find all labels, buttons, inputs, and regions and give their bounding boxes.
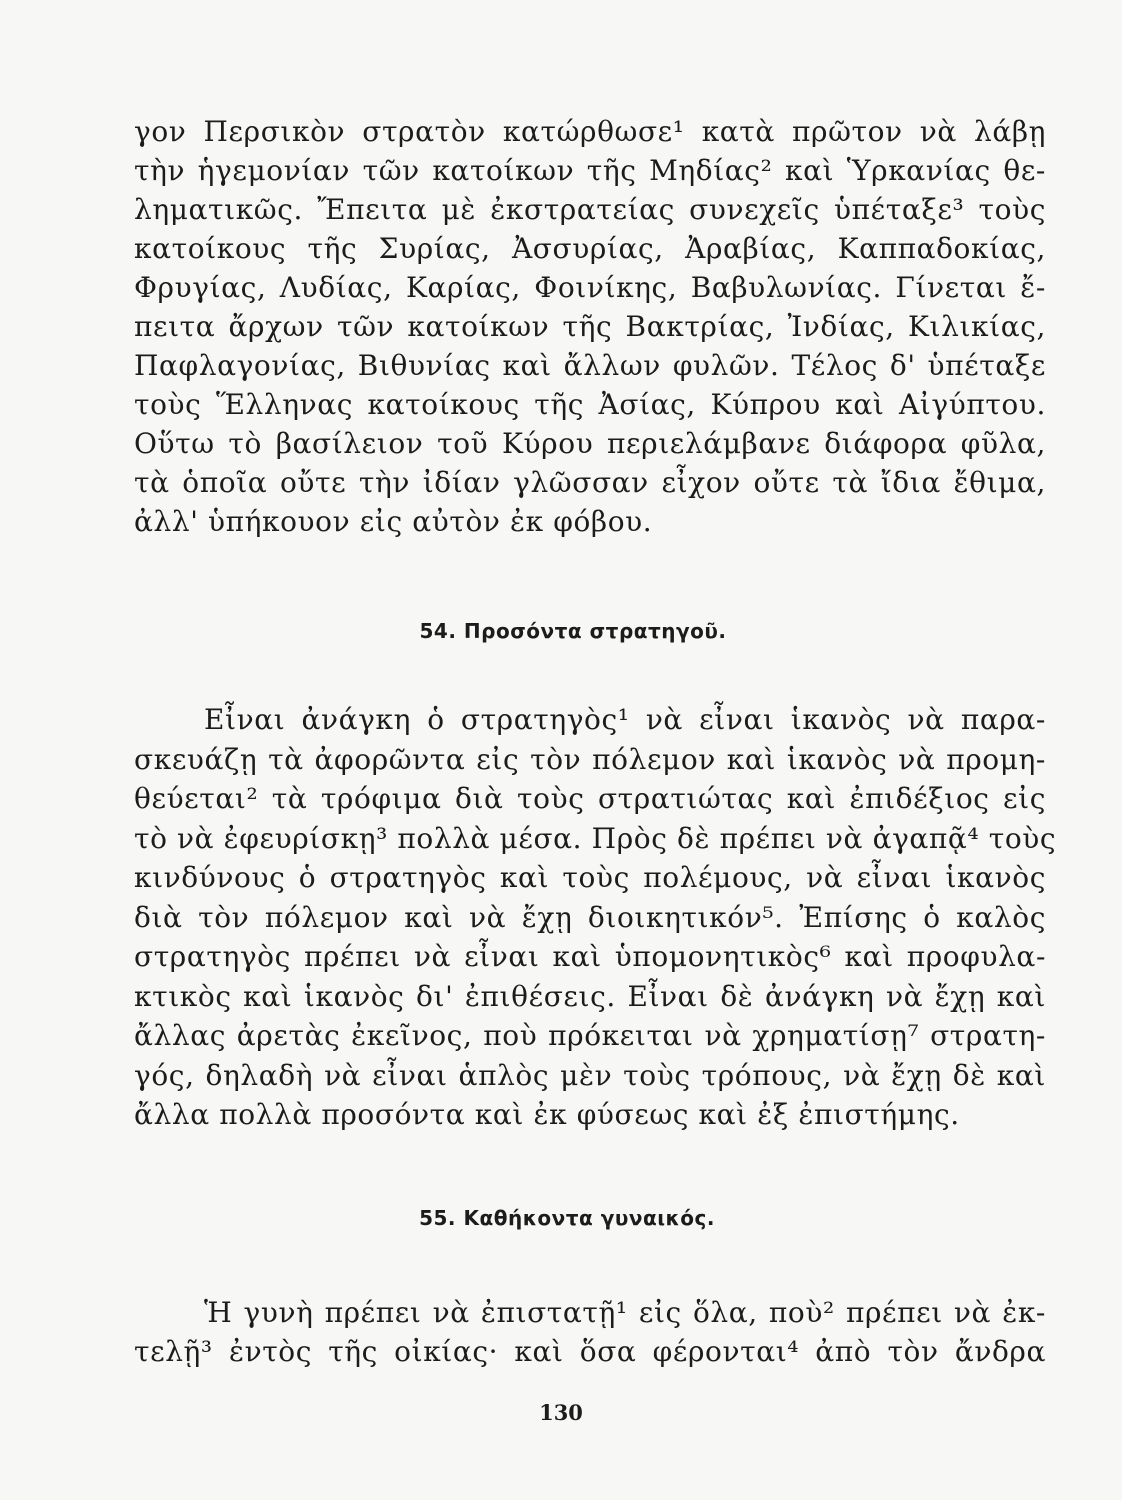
text-line: τὸ νὰ ἐφευρίσκῃ³ πολλὰ μέσα. Πρὸς δὲ πρέπει νὰ ἀγαπᾷ⁴ τοὺς: [134, 821, 1057, 855]
text-line: Οὕτω τὸ βασίλειον τοῦ Κύρου περιελάμβανε διάφορα φῦλα,: [134, 427, 1046, 460]
page-number: 130: [539, 1400, 583, 1425]
text-line: ληματικῶς. Ἔπειτα μὲ ἐκστρατείας συνεχεῖς ὑπέταξε³ τοὺς: [134, 193, 1046, 226]
text-line: γον Περσικὸν στρατὸν κατώρθωσε¹ κατὰ πρῶτον νὰ λάβῃ: [134, 115, 1046, 148]
text-line: ἄλλα πολλὰ προσόντα καὶ ἐκ φύσεως καὶ ἐξ ἐπιστήμης.: [134, 1098, 960, 1131]
text-line: κινδύνους ὁ στρατηγὸς καὶ τοὺς πολέμους, νὰ εἶναι ἱκανὸς: [134, 861, 1046, 894]
text-line: Εἶναι ἀνάγκη ὁ στρατηγὸς¹ νὰ εἶναι ἱκανὸς νὰ παρα-: [204, 703, 1046, 736]
text-line: θεύεται² τὰ τρόφιμα διὰ τοὺς στρατιώτας καὶ ἐπιδέξιος εἰς: [134, 782, 1046, 815]
text-line: τὰ ὁποῖα οὔτε τὴν ἰδίαν γλῶσσαν εἶχον οὔτε τὰ ἴδια ἔθιμα,: [134, 466, 1046, 499]
text-line: γός, δηλαδὴ νὰ εἶναι ἁπλὸς μὲν τοὺς τρόπους, νὰ ἔχῃ δὲ καὶ: [134, 1058, 1046, 1092]
text-line: τελῇ³ ἐντὸς τῆς οἰκίας· καὶ ὅσα φέρονται⁴ ἀπὸ τὸν ἄνδρα: [134, 1335, 1046, 1368]
section-heading-55: 55. Καθήκοντα γυναικός.: [419, 1206, 715, 1230]
text-line: στρατηγὸς πρέπει νὰ εἶναι καὶ ὑπομονητικὸς⁶ καὶ προφυλα-: [134, 940, 1046, 973]
paragraph-wife-duties: [134, 1293, 1046, 1371]
text-line: κατοίκους τῆς Συρίας, Ἀσσυρίας, Ἀραβίας, Καππαδοκίας,: [134, 232, 1046, 265]
text-line: σκευάζῃ τὰ ἀφορῶντα εἰς τὸν πόλεμον καὶ ἱκανὸς νὰ προμη-: [134, 742, 1046, 776]
text-line: Ἡ γυνὴ πρέπει νὰ ἐπιστατῇ¹ εἰς ὅλα, ποὺ² πρέπει νὰ ἐκ-: [204, 1296, 1046, 1329]
text-line: ἄλλας ἀρετὰς ἐκεῖνος, ποὺ πρόκειται νὰ χρηματίσῃ⁷ στρατη-: [134, 1019, 1046, 1052]
text-line: ἀλλ' ὑπήκουον εἰς αὐτὸν ἐκ φόβου.: [134, 505, 653, 538]
text-line: τοὺς Ἕλληνας κατοίκους τῆς Ἀσίας, Κύπρου καὶ Αἰγύπτου.: [134, 388, 1046, 421]
text-line: τὴν ἡγεμονίαν τῶν κατοίκων τῆς Μηδίας² καὶ Ὑρκανίας θε-: [134, 154, 1046, 187]
text-line: Φρυγίας, Λυδίας, Καρίας, Φοινίκης, Βαβυλωνίας. Γίνεται ἔ-: [134, 271, 1046, 304]
section-heading-54: 54. Προσόντα στρατηγοῦ.: [419, 619, 727, 643]
paragraph-general-qualities: [134, 700, 1057, 1135]
text-line: διὰ τὸν πόλεμον καὶ νὰ ἔχῃ διοικητικόν⁵. Ἐπίσης ὁ καλὸς: [134, 900, 1046, 934]
paragraph-kyros-empire: [134, 112, 1046, 541]
text-line: πειτα ἄρχων τῶν κατοίκων τῆς Βακτρίας, Ἰνδίας, Κιλικίας,: [134, 310, 1046, 343]
text-line: Παφλαγονίας, Βιθυνίας καὶ ἄλλων φυλῶν. Τέλος δ' ὑπέταξε: [134, 349, 1046, 382]
text-line: κτικὸς καὶ ἱκανὸς δι' ἐπιθέσεις. Εἶναι δὲ ἀνάγκη νὰ ἔχῃ καὶ: [134, 979, 1046, 1013]
